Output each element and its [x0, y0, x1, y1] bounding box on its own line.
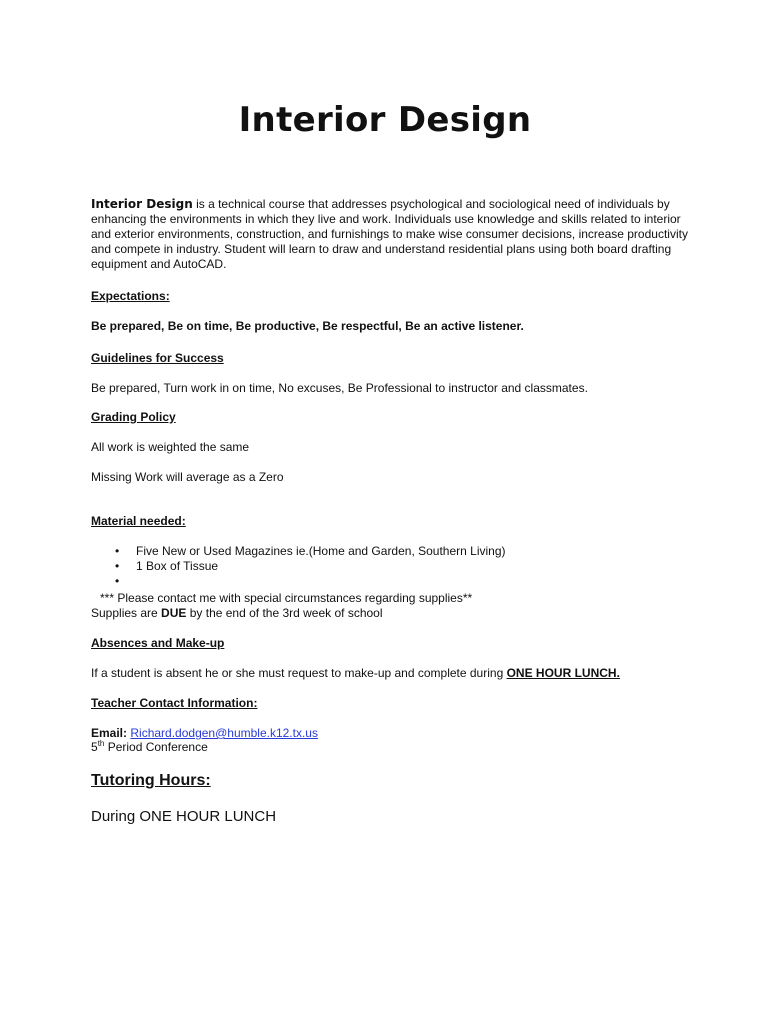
contact-heading: Teacher Contact Information:	[91, 696, 258, 710]
guidelines-heading: Guidelines for Success	[91, 351, 224, 365]
list-item-text: 1 Box of Tissue	[136, 559, 219, 573]
supplies-note: *** Please contact me with special circumstances regarding supplies**	[100, 591, 473, 605]
list-item	[91, 574, 506, 589]
grading-line-1: All work is weighted the same	[91, 440, 250, 454]
expectations-text: Be prepared, Be on time, Be productive, Be respectful, Be an active listener.	[91, 319, 524, 333]
period-number: 5	[91, 740, 98, 754]
absences-text	[91, 666, 731, 681]
supplies-due-emphasis: DUE	[161, 606, 187, 620]
intro-text: is a technical course that addresses psychological and sociological need of individuals by enhancing the environments in which they live and work. Individuals use knowledge and skills related to interior and exterior environments, construction, and furnishings to make wise consumer decisions, increase productivity and compete in industry. Student will learn to draw and understand residential plans using both board drafting equipment and AutoCAD.	[91, 197, 688, 271]
period-text: Period Conference	[104, 740, 208, 754]
expectations-heading: Expectations:	[91, 289, 170, 303]
contact-email-line	[91, 726, 691, 741]
grading-heading: Grading Policy	[91, 410, 176, 424]
list-item-text: Five New or Used Magazines ie.(Home and Garden, Southern Living)	[136, 544, 506, 558]
period-suffix: th	[97, 739, 105, 748]
absences-emphasis: ONE HOUR LUNCH.	[506, 666, 620, 680]
page-title: Interior Design	[238, 100, 532, 140]
grading-line-2: Missing Work will average as a Zero	[91, 470, 284, 484]
list-item	[91, 559, 506, 574]
guidelines-text: Be prepared, Turn work in on time, No excuses, Be Professional to instructor and classmates.	[91, 381, 588, 395]
bullet-icon: •	[115, 574, 120, 588]
email-link[interactable]: Richard.dodgen@humble.k12.tx.us	[130, 726, 318, 740]
bullet-icon: •	[115, 559, 120, 573]
list-item	[91, 544, 506, 559]
intro-paragraph	[91, 197, 691, 272]
materials-list	[91, 544, 506, 589]
absences-prefix: If a student is absent he or she must request to make-up and complete during	[91, 666, 507, 680]
period-conference	[91, 740, 691, 755]
tutoring-heading: Tutoring Hours:	[91, 772, 211, 789]
email-label: Email:	[91, 726, 128, 740]
intro-lead: Interior Design	[91, 197, 193, 211]
materials-heading: Material needed:	[91, 514, 186, 528]
bullet-icon: •	[115, 544, 120, 558]
tutoring-text: During ONE HOUR LUNCH	[91, 808, 277, 825]
supplies-due	[91, 606, 691, 621]
supplies-suffix: by the end of the 3rd week of school	[186, 606, 383, 620]
supplies-prefix: Supplies are	[91, 606, 162, 620]
absences-heading: Absences and Make-up	[91, 636, 225, 650]
